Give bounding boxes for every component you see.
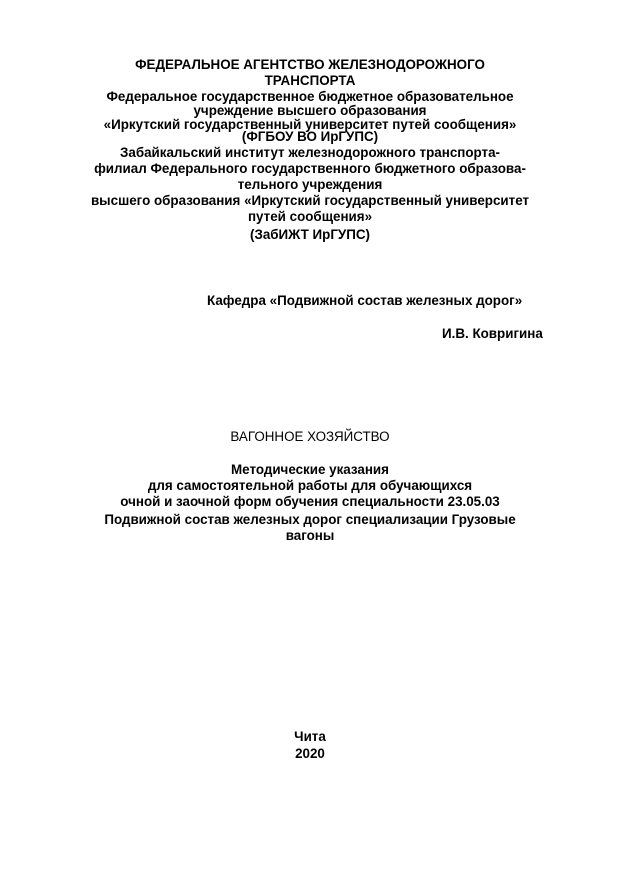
description-line-5: вагоны: [285, 528, 335, 543]
header-line-5: «Иркутский государственный университет путей сообщения»: [103, 117, 517, 132]
description-line-4: Подвижной состав железных дорог специализации Грузовые: [104, 512, 516, 527]
header-line-6: (ФГБОУ ВО ИрГУПС): [241, 129, 379, 144]
department-line: Кафедра «Подвижной состав железных дорог»: [207, 293, 523, 308]
description-line-2: для самостоятельной работы для обучающихся: [147, 478, 473, 493]
header-line-12: (ЗабИЖТ ИрГУПС): [249, 227, 370, 242]
city-label: Чита: [294, 729, 326, 744]
description-line-3: очной и заочной форм обучения специальности 23.05.03: [120, 494, 500, 509]
description-line-1: Методические указания: [231, 462, 389, 477]
header-line-11: путей сообщения»: [247, 209, 373, 224]
header-line-3: Федеральное государственное бюджетное образовательное: [106, 89, 514, 104]
header-line-9: тельного учреждения: [237, 177, 383, 192]
header-line-1: ФЕДЕРАЛЬНОЕ АГЕНТСТВО ЖЕЛЕЗНОДОРОЖНОГО: [135, 57, 485, 72]
year-label: 2020: [295, 746, 325, 761]
document-title: ВАГОННОЕ ХОЗЯЙСТВО: [230, 429, 390, 444]
header-line-7: Забайкальский институт железнодорожного транспорта-: [119, 145, 500, 160]
header-line-4: учреждение высшего образования: [193, 103, 427, 118]
header-line-8: филиал Федерального государственного бюджетного образова-: [94, 161, 526, 176]
header-line-2: ТРАНСПОРТА: [264, 73, 356, 88]
header-line-10: высшего образования «Иркутский государственный университет: [90, 193, 530, 208]
author-name: И.В. Ковригина: [442, 326, 543, 341]
